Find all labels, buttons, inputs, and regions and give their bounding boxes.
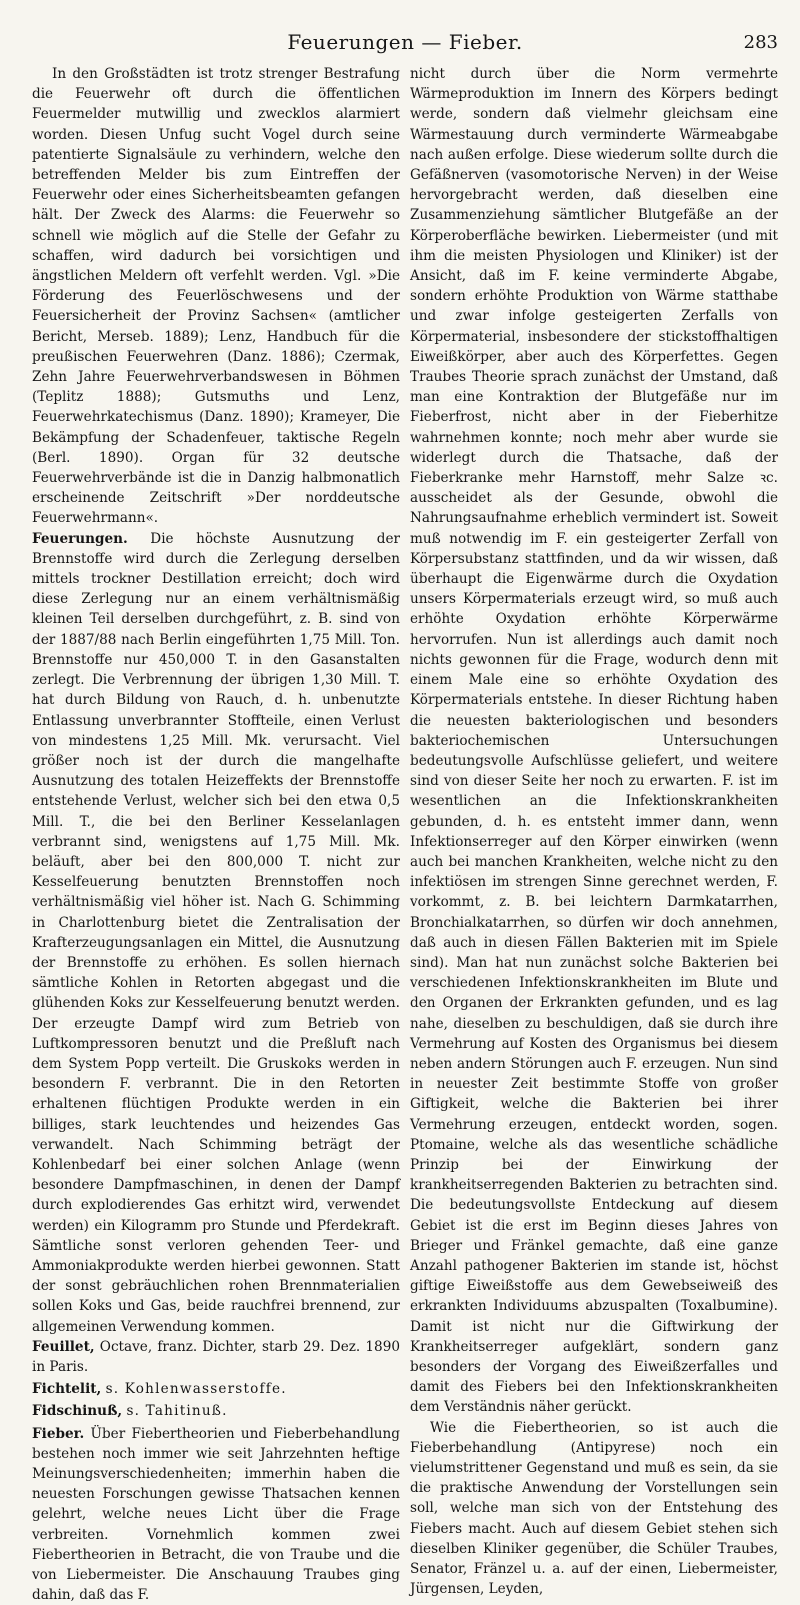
right-column [410,64,778,1605]
paragraph-feuermelder: In den Großstädten ist trotz strenger Bestrafung die Feuerwehr oft durch die öffentlichen Feuermelder mutwillig und zwecklos alarmiert worden. Diesen Unfug sucht Vogel durch seine patentierte Signalsäule zu verhindern, welche den betreffenden Melder bis zum Eintreffen der Feuerwehr oder eines Sicherheitsbeamten gefangen hält. Der Zweck des Alarms: die Feuerwehr so schnell wie möglich auf die Stelle der Gefahr zu schaffen, wird dadurch bei vorsichtigen und ängstlichen Meldern oft verfehlt werden. Vgl. »Die Förderung des Feuerlöschwesens und der Feuersicherheit der Provinz Sachsen« (amtlicher Bericht, Merseb. 1889); Lenz, Handbuch für die preußischen Feuerwehren (Danz. 1886); Czermak, Zehn Jahre Feuerwehrverbandswesen in Böhmen (Teplitz 1888); Gutsmuths und Lenz, Feuerwehrkatechismus (Danz. 1890); Krameyer, Die Bekämpfung der Schadenfeuer, taktische Regeln (Berl. 1890). Organ für 32 deutsche Feuerwehrverbände ist die in Danzig halbmonatlich erscheinende Zeitschrift »Der norddeutsche Feuerwehrmann«. [32,66,400,527]
text-fidschinuss: s. Tahitinuß. [126,1403,228,1420]
lemma-fichtelit: Fichtelit, [32,1381,102,1398]
entry-fidschinuss [32,1401,400,1421]
entry-feuerungen [32,529,400,1337]
entry-fichtelit [32,1379,400,1399]
running-title: Feuerungen — Fieber. [287,30,523,54]
lemma-feuillet: Feuillet, [32,1338,95,1355]
page-number: 283 [743,32,778,53]
text-fieber: Über Fiebertheorien und Fieberbehandlung bestehen noch immer wie seit Jahrzehnten heftige Meinungsverschiedenheiten; immerhin haben die neuesten Forschungen gewisse Thatsachen kennen gelehrt, welche neues Licht über die Frage verbreiten. Vornehmlich kommen zwei Fiebertheorien in Betracht, die von Traube und die von Liebermeister. Die Anschauung Traubes ging dahin, daß das F. [32,1425,400,1604]
lemma-fieber: Fieber. [32,1425,85,1442]
text-fichtelit: s. Kohlenwasserstoffe. [105,1381,287,1398]
left-column [32,64,400,1605]
entry-fieber [32,1424,400,1605]
paragraph-fiebertheorien: nicht durch über die Norm vermehrte Wärmeproduktion im Innern des Körpers bedingt werde, sondern daß vielmehr gleichsam eine Wärmestauung durch verminderte Wärmeabgabe nach außen erfolge. Diese wiederum sollte durch die Gefäßnerven (vasomotorische Nerven) in der Weise hervorgebracht werden, daß dieselben eine Zusammenziehung sämtlicher Blutgefäße an der Körperoberfläche bewirken. Liebermeister (und mit ihm die meisten Physiologen und Kliniker) ist der Ansicht, daß im F. keine verminderte Abgabe, sondern erhöhte Produktion von Wärme statthabe und zwar infolge gesteigerten Zerfalls von Körpermaterial, insbesondere der stickstoffhaltigen Eiweißkörper, aber auch des Körperfettes. Gegen Traubes Theorie sprach zunächst der Umstand, daß man eine Kontraktion der Blutgefäße nur im Fieberfrost, nicht aber in der Fieberhitze wahrnehmen konnte; noch mehr aber wurde sie widerlegt durch die Thatsache, daß der Fieberkranke mehr Harnstoff, mehr Salze ꝛc. ausscheidet als der Gesunde, obwohl die Nahrungsaufnahme erheblich vermindert ist. Soweit muß notwendig im F. ein gesteigerter Zerfall von Körpersubstanz stattfinden, und da wir wissen, daß überhaupt die Eigenwärme durch die Oxydation unsers Körpermaterials erzeugt wird, so muß auch erhöhte Oxydation erhöhte Körperwärme hervorrufen. Nun ist allerdings auch damit noch nichts gewonnen für die Frage, wodurch denn mit einem Male eine so erhöhte Oxydation des Körpermaterials entstehe. In dieser Richtung haben die neuesten bakteriologischen und besonders bakteriochemischen Untersuchungen bedeutungsvolle Aufschlüsse geliefert, und weitere sind von dieser Seite her noch zu erwarten. F. ist im wesentlichen an die Infektionskrankheiten gebunden, d. h. es entsteht immer dann, wenn Infektionserreger auf den Körper einwirken (wenn auch bei manchen Krankheiten, welche nicht zu den infektiösen im strengen Sinne gerechnet werden, F. vorkommt, z. B. bei leichtern Darmkatarrhen, Bronchialkatarrhen, so dürfen wir doch annehmen, daß auch in diesen Fällen Bakterien mit im Spiele sind). Man hat nun zunächst solche Bakterien bei verschiedenen Infektionskrankheiten im Blute und den Organen der Erkrankten gefunden, und es lag nahe, dieselben zu beschuldigen, daß sie durch ihre Vermehrung auf Kosten des Organismus bei diesem neben andern Störungen auch F. erzeugen. Nun sind in neuester Zeit bestimmte Stoffe von großer Giftigkeit, welche die Bakterien bei ihrer Vermehrung erzeugen, entdeckt worden, sogen. Ptomaine, welche als das wesentliche schädliche Prinzip bei der Einwirkung der krankheitserregenden Bakterien zu betrachten sind. Die bedeutungsvollste Entdeckung auf diesem Gebiet ist die erst im Beginn dieses Jahres von Brieger und Fränkel gemachte, daß eine ganze Anzahl pathogener Bakterien im stande ist, höchst giftige Eiweißstoffe aus dem Gewebseiweiß des erkrankten Individuums abzuspalten (Toxalbumine). Damit ist nicht nur die Giftwirkung der Krankheitserreger aufgeklärt, sondern ganz besonders der Vorgang des Eiweißzerfalles und damit des Fiebers bei den Infektionskrankheiten dem Verständnis näher gerückt. [410,66,778,1416]
text-feuillet: Octave, franz. Dichter, starb 29. Dez. 1890 in Paris. [32,1338,401,1375]
entry-feuillet [32,1337,400,1377]
text-feuerungen: Die höchste Ausnutzung der Brennstoffe wird durch die Zerlegung derselben mittels trockner Destillation erreicht; doch wird diese Zerlegung nur an einem verhältnismäßig kleinen Teil derselben durchgeführt, z. B. sind von der 1887/88 nach Berlin eingeführten 1,75 Mill. Ton. Brennstoffe nur 450,000 T. in den Gasanstalten zerlegt. Die Verbrennung der übrigen 1,30 Mill. T. hat durch Bildung von Rauch, d. h. unbenutzte Entlassung unverbrannter Stoffteile, einen Verlust von mindestens 1,25 Mill. Mk. verursacht. Viel größer noch ist der durch die mangelhafte Ausnutzung des totalen Heizeffekts der Brennstoffe entstehende Verlust, welcher sich bei den etwa 0,5 Mill. T., die bei den Berliner Kesselanlagen verbrannt sind, wenigstens auf 1,75 Mill. Mk. beläuft, aber bei den 800,000 T. nicht zur Kesselfeuerung benutzten Brennstoffen noch verhältnismäßig viel höher ist. Nach G. Schimming in Charlottenburg bietet die Zentralisation der Krafterzeugungsanlagen ein Mittel, die Ausnutzung der Brennstoffe zu erhöhen. Es sollen hiernach sämtliche Kohlen in Retorten abgegast und die glühenden Koks zur Kesselfeuerung benutzt werden. Der erzeugte Dampf wird zum Betrieb von Luftkompressoren benutzt und die Preßluft nach dem System Popp verteilt. Die Gruskoks werden in besondern F. verbrannt. Die in den Retorten erhaltenen flüchtigen Produkte werden in ein billiges, stark leuchtendes und heizendes Gas verwandelt. Nach Schimming beträgt der Kohlenbedarf bei einer solchen Anlage (wenn besondere Dampfmaschinen, in denen der Dampf durch explodierendes Gas erhitzt wird, verwendet werden) ein Kilogramm pro Stunde und Pferdekraft. Sämtliche sonst verloren gehenden Teer- und Ammoniakprodukte werden hierbei gewonnen. Statt der sonst gebräuchlichen rohen Brennmaterialien sollen Koks und Gas, beide rauchfrei brennend, zur allgemeinen Verwendung kommen. [32,530,400,1335]
lemma-fidschinuss: Fidschinuß, [32,1403,123,1420]
paragraph-fieberbehandlung: Wie die Fiebertheorien, so ist auch die Fieberbehandlung (Antipyrese) noch ein vielumstrittener Gegenstand und muß es sein, da sie die praktische Anwendung der Vorstellungen sein soll, welche man sich von der Entstehung des Fiebers macht. Auch auf diesem Gebiet stehen sich dieselben Kliniker gegenüber, die Schüler Traubes, Senator, Fränzel u. a. auf der einen, Liebermeister, Jürgensen, Leyden, [410,1419,778,1598]
two-column-body [32,64,778,1605]
running-header [32,30,778,58]
lemma-feuerungen: Feuerungen. [32,530,128,547]
